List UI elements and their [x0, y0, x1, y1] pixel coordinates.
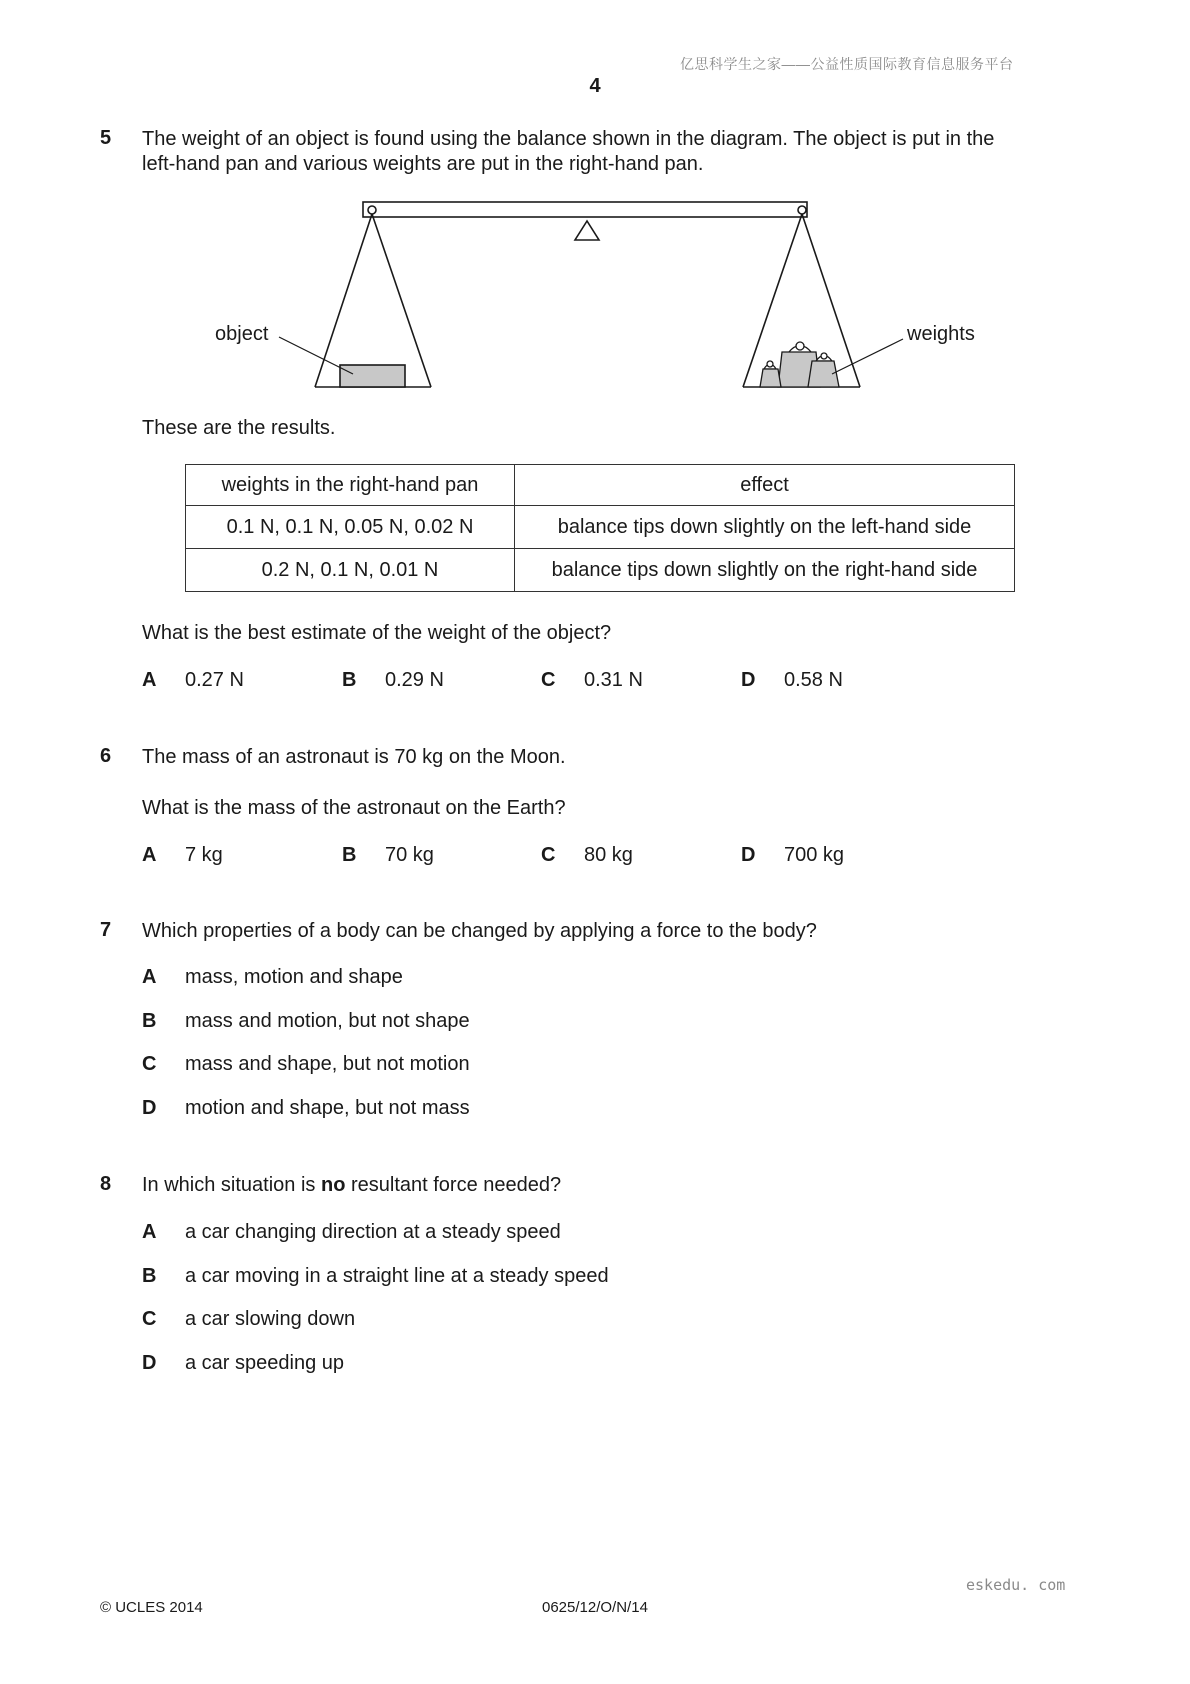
table-row [186, 549, 1015, 592]
question-5-stem-line1: The weight of an object is found using the balance shown in the diagram. The object is put in the [142, 128, 995, 150]
q8-option-b-letter: B [142, 1265, 157, 1287]
weight-medium [808, 361, 839, 387]
q5-option-c-text: 0.31 N [584, 669, 643, 691]
question-8-emphasis: no [320, 1174, 346, 1196]
q6-option-c-letter: C [541, 844, 556, 866]
q7-option-a-letter: A [142, 966, 157, 988]
q7-option-d-letter: D [142, 1097, 157, 1119]
q6-option-b-letter: B [342, 844, 357, 866]
question-5-question: What is the best estimate of the weight of the object? [142, 622, 612, 644]
q8-option-d-letter: D [142, 1352, 157, 1374]
page-number: 4 [589, 75, 601, 97]
question-6-number: 6 [100, 745, 112, 767]
q6-option-a-text: 7 kg [185, 844, 223, 866]
table-header-weights: weights in the right-hand pan [186, 465, 515, 506]
footer-watermark: eskedu. com [966, 1576, 1066, 1594]
footer-paper-code: 0625/12/O/N/14 [542, 1599, 648, 1616]
q5-option-d-letter: D [741, 669, 756, 691]
q5-option-c-letter: C [541, 669, 556, 691]
q7-option-b-text: mass and motion, but not shape [185, 1010, 470, 1032]
q7-option-c-letter: C [142, 1053, 157, 1075]
question-8-question [142, 1173, 561, 1198]
object-block [340, 365, 405, 387]
question-7-question: Which properties of a body can be changed by applying a force to the body? [142, 920, 817, 942]
q5-option-b-text: 0.29 N [385, 669, 444, 691]
q7-option-b-letter: B [142, 1010, 157, 1032]
q8-option-c-letter: C [142, 1308, 157, 1330]
question-8-text-before: In which situation is [142, 1174, 321, 1196]
object-label: object [215, 323, 269, 345]
left-pivot-ring [368, 206, 376, 214]
table-cell-weights: 0.1 N, 0.1 N, 0.05 N, 0.02 N [186, 506, 515, 549]
q6-option-a-letter: A [142, 844, 157, 866]
q5-option-d-text: 0.58 N [784, 669, 843, 691]
q5-option-b-letter: B [342, 669, 357, 691]
object-leader-line [279, 337, 353, 374]
question-8-text-after: resultant force needed? [345, 1174, 562, 1196]
q5-option-a-letter: A [142, 669, 157, 691]
q8-option-a-text: a car changing direction at a steady speed [185, 1221, 561, 1243]
table-header-effect: effect [515, 465, 1015, 506]
q5-option-a-text: 0.27 N [185, 669, 244, 691]
table-cell-weights: 0.2 N, 0.1 N, 0.01 N [186, 549, 515, 592]
q7-option-a-text: mass, motion and shape [185, 966, 403, 988]
fulcrum [575, 221, 599, 240]
q8-option-a-letter: A [142, 1221, 157, 1243]
balance-diagram [0, 0, 1190, 400]
balance-beam [363, 202, 807, 217]
left-pan-string-left [315, 214, 372, 387]
table-header-row [186, 465, 1015, 506]
table-cell-effect: balance tips down slightly on the left-hand side [515, 506, 1015, 549]
q8-option-b-text: a car moving in a straight line at a steady speed [185, 1265, 609, 1287]
weights-label: weights [907, 323, 975, 345]
table-row [186, 506, 1015, 549]
question-5-stem-line2: left-hand pan and various weights are put in the right-hand pan. [142, 153, 704, 175]
question-7-number: 7 [100, 919, 112, 941]
q6-option-d-letter: D [741, 844, 756, 866]
question-6-question: What is the mass of the astronaut on the Earth? [142, 797, 566, 819]
q8-option-c-text: a car slowing down [185, 1308, 356, 1330]
question-5-number: 5 [100, 127, 112, 149]
header-watermark: 亿思科学生之家——公益性质国际教育信息服务平台 [680, 56, 1014, 72]
table-cell-effect: balance tips down slightly on the right-hand side [515, 549, 1015, 592]
q8-option-d-text: a car speeding up [185, 1352, 345, 1374]
footer-copyright: © UCLES 2014 [100, 1599, 203, 1616]
q7-option-c-text: mass and shape, but not motion [185, 1053, 470, 1075]
weights-leader-line [832, 339, 903, 374]
results-table [185, 464, 1015, 592]
q6-option-d-text: 700 kg [784, 844, 845, 866]
q7-option-d-text: motion and shape, but not mass [185, 1097, 470, 1119]
left-pan-string-right [372, 214, 431, 387]
question-6-stem: The mass of an astronaut is 70 kg on the Moon. [142, 746, 566, 768]
question-8-number: 8 [100, 1173, 112, 1195]
weight-small [760, 369, 781, 387]
q6-option-c-text: 80 kg [584, 844, 633, 866]
right-pivot-ring [798, 206, 806, 214]
results-intro: These are the results. [142, 417, 336, 439]
q6-option-b-text: 70 kg [385, 844, 434, 866]
